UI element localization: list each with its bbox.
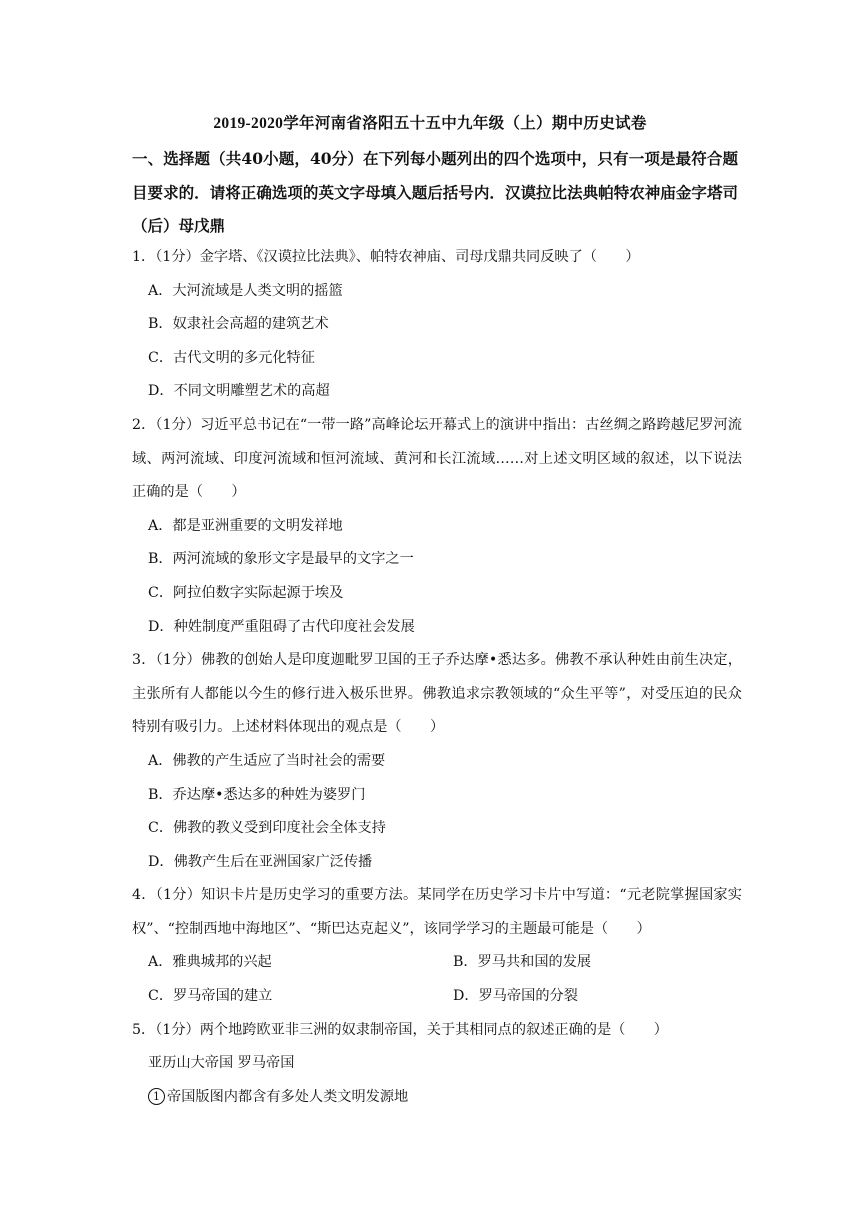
option-d: D．佛教产生后在亚洲国家广泛传播 — [148, 853, 373, 870]
page-title: 2019-2020学年河南省洛阳五十五中九年级（上）期中历史试卷 — [213, 115, 647, 132]
question-3 — [132, 644, 742, 879]
question-stem: 4．（1分）知识卡片是历史学习的重要方法。某同学在历史学习卡片中写道：“元老院掌握国家实权”、“控制西地中海地区”、“斯巴达克起义”，该同学学习的主题最可能是（ ） — [132, 887, 742, 937]
question-2 — [132, 409, 742, 644]
question-stem: 3．（1分）佛教的创始人是印度迦毗罗卫国的王子乔达摩•悉达多。佛教不承认种姓由前生决定，主张所有人都能以今生的修行进入极乐世界。佛教追求宗教领域的“众生平等”，对受压迫的民众特别有吸引力。上述材料体现出的观点是（ ） — [132, 652, 742, 736]
option-a: A．都是亚洲重要的文明发祥地 — [148, 517, 343, 534]
option-d: D．种姓制度严重阻碍了古代印度社会发展 — [148, 618, 415, 635]
question-stem: 2．（1分）习近平总书记在“一带一路”高峰论坛开幕式上的演讲中指出：古丝绸之路跨越尼罗河流域、两河流域、印度河流域和恒河流域、黄河和长江流域……对上述文明区域的叙述，以下说法正确的是（ ） — [132, 416, 742, 501]
question-stem: 1．（1分）金字塔、《汉谟拉比法典》、帕特农神庙、司母戊鼎共同反映了（ ） — [132, 249, 640, 265]
option-b: B．乔达摩•悉达多的种姓为婆罗门 — [148, 786, 366, 803]
section-header: 一、选择题（共40小题，40分）在下列每小题列出的四个选项中，只有一项是最符合题目要求的．请将正确选项的英文字母填入题后括号内．汉谟拉比法典帕特农神庙金字塔司（后）母戊鼎 — [132, 149, 738, 236]
questions-list — [132, 241, 742, 1114]
option-a: A．大河流域是人类文明的摇篮 — [148, 282, 343, 299]
question-1 — [132, 241, 742, 409]
option-d: D．不同文明雕塑艺术的高超 — [148, 383, 330, 400]
option-a: A．雅典城邦的兴起 — [148, 954, 272, 971]
option-b: B．罗马共和国的发展 — [453, 954, 592, 971]
statement-item — [132, 1081, 742, 1115]
option-b: B．奴隶社会高超的建筑艺术 — [148, 316, 329, 333]
option-b: B．两河流域的象形文字是最早的文字之一 — [148, 551, 414, 568]
option-a: A．佛教的产生适应了当时社会的需要 — [148, 752, 386, 769]
circled-number: 1 — [148, 1088, 165, 1105]
question-5 — [132, 1014, 742, 1115]
options-row — [132, 946, 742, 980]
empire-labels: 亚历山大帝国 罗马帝国 — [148, 1055, 295, 1072]
option-c: C．佛教的教义受到印度社会全体支持 — [148, 820, 386, 837]
question-4 — [132, 879, 742, 1013]
option-c: C．阿拉伯数字实际起源于埃及 — [148, 584, 344, 601]
question-stem: 5．（1分）两个地跨欧亚非三洲的奴隶制帝国，关于其相同点的叙述正确的是（ ） — [132, 1021, 668, 1038]
statement-text: 帝国版图内都含有多处人类文明发源地 — [167, 1088, 409, 1105]
option-d: D．罗马帝国的分裂 — [453, 988, 578, 1005]
options-row — [132, 980, 742, 1014]
option-c: C．古代文明的多元化特征 — [148, 349, 315, 366]
option-c: C．罗马帝国的建立 — [148, 988, 273, 1005]
